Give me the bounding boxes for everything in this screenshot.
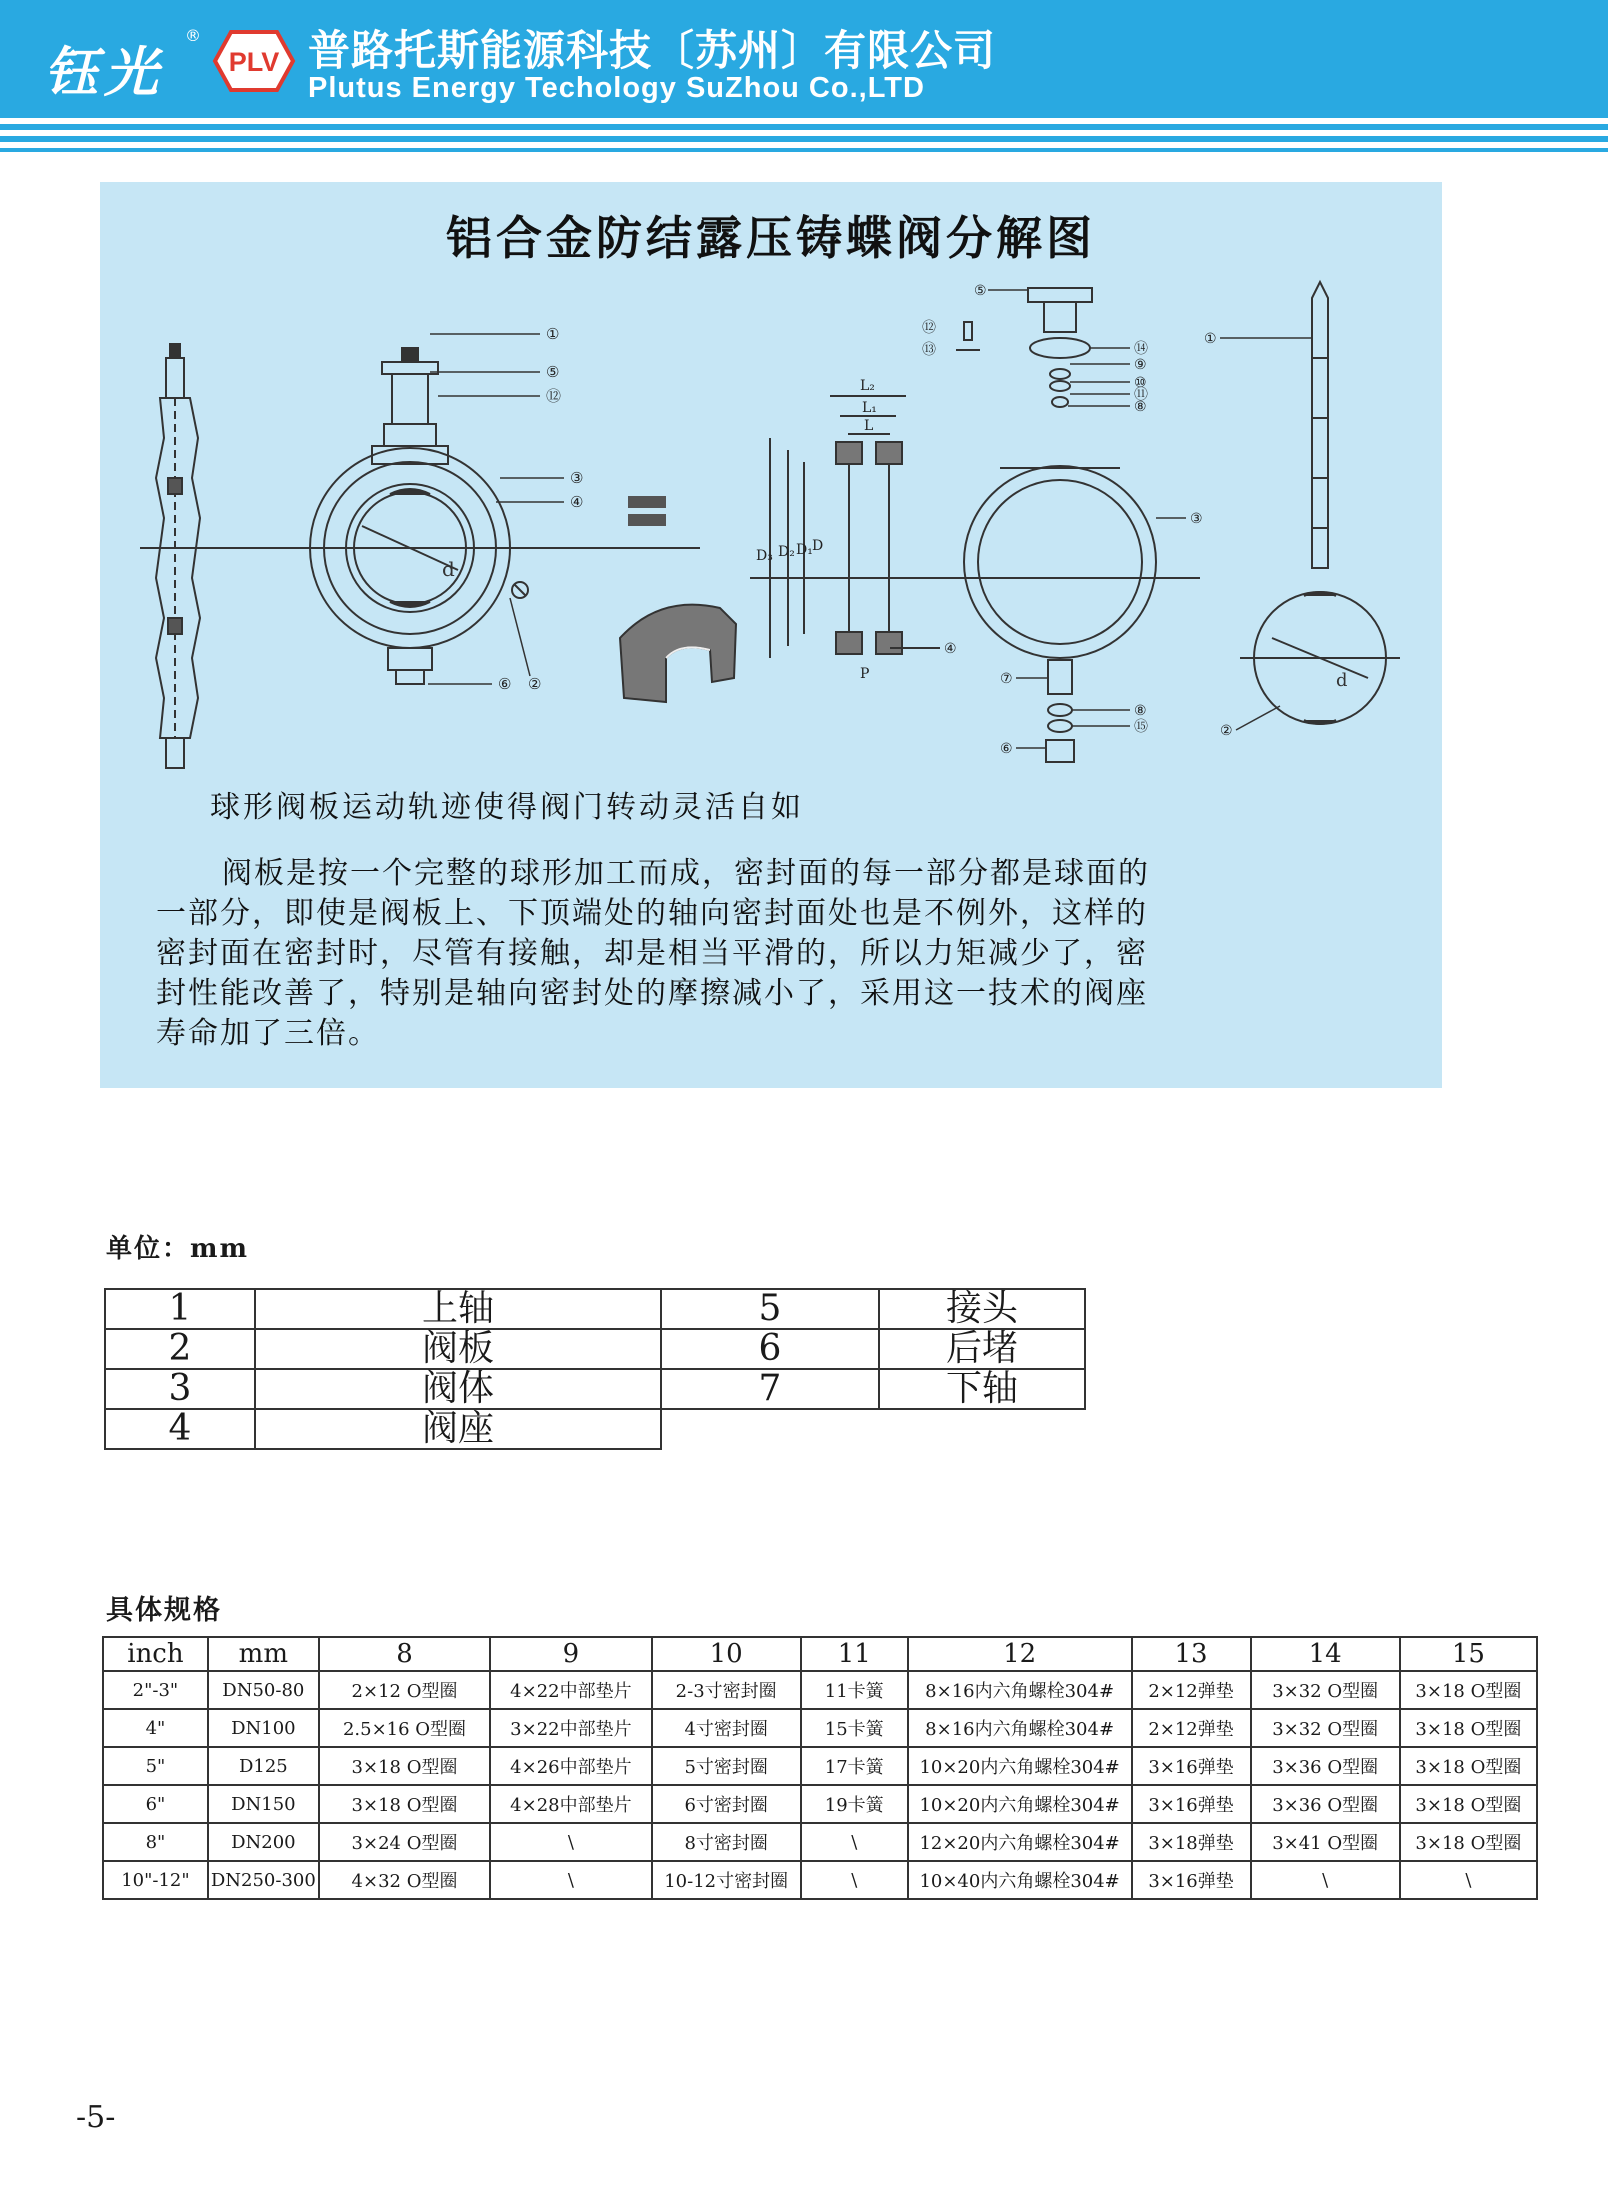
table-cell: 4寸密封圈: [652, 1709, 801, 1747]
table-cell: 10×20内六角螺栓304#: [908, 1747, 1132, 1785]
table-cell: 3×41 O型圈: [1251, 1823, 1400, 1861]
callout-1: ①: [546, 325, 560, 343]
dim-D2: D₂: [778, 544, 795, 560]
label-d-disc: d: [1336, 670, 1348, 691]
unit-label: 单位：mm: [106, 1234, 250, 1264]
table-cell: 3×32 O型圈: [1251, 1671, 1400, 1709]
table-cell: 10×20内六角螺栓304#: [908, 1785, 1132, 1823]
callout-4: ④: [570, 493, 584, 511]
seat-section-3d: [620, 496, 736, 702]
part-name: 阀体: [255, 1369, 661, 1409]
table-cell: 10×40内六角螺栓304#: [908, 1861, 1132, 1899]
callout-2b: ②: [1220, 723, 1233, 739]
exploded-view-diagram: [100, 278, 1442, 778]
column-header: 10: [652, 1637, 801, 1671]
table-cell: DN250-300: [208, 1861, 319, 1899]
table-cell: \: [1400, 1861, 1537, 1899]
parts-table: [104, 1288, 1086, 1450]
table-cell: 3×22中部垫片: [490, 1709, 651, 1747]
table-cell: 12×20内六角螺栓304#: [908, 1823, 1132, 1861]
table-cell: 3×18 O型圈: [1400, 1709, 1537, 1747]
table-cell: 3×18 O型圈: [319, 1747, 490, 1785]
table-cell: 3×36 O型圈: [1251, 1785, 1400, 1823]
table-row: [103, 1747, 1537, 1785]
table-row: [103, 1785, 1537, 1823]
dim-D: D: [812, 538, 824, 554]
company-name-en: Plutus Energy Techology SuZhou Co.,LTD: [308, 72, 925, 104]
table-cell: 2×12弹垫: [1132, 1709, 1251, 1747]
table-cell: \: [1251, 1861, 1400, 1899]
callout-11: ⑪: [1134, 387, 1148, 403]
part-name: 阀座: [255, 1409, 661, 1449]
column-header: mm: [208, 1637, 319, 1671]
table-row: [103, 1671, 1537, 1709]
callout-14: ⑭: [1134, 341, 1148, 357]
shaft-and-disc: [1240, 282, 1400, 724]
page-number: -5-: [76, 2100, 116, 2135]
table-cell: 3×16弹垫: [1132, 1747, 1251, 1785]
dim-L: L: [864, 418, 874, 434]
table-cell: 10"-12": [103, 1861, 208, 1899]
table-cell: \: [801, 1823, 908, 1861]
callout-2: ②: [528, 675, 542, 693]
table-row: [103, 1823, 1537, 1861]
part-number: 1: [105, 1289, 255, 1329]
table-cell: 5寸密封圈: [652, 1747, 801, 1785]
label-d: d: [442, 557, 455, 581]
callout-12: ⑫: [546, 387, 562, 405]
valve-front-view: [310, 348, 528, 684]
table-cell: 8×16内六角螺栓304#: [908, 1671, 1132, 1709]
spec-table: [102, 1636, 1538, 1900]
table-cell: 3×36 O型圈: [1251, 1747, 1400, 1785]
table-cell: DN200: [208, 1823, 319, 1861]
table-cell: 17卡簧: [801, 1747, 908, 1785]
exploded-view-panel: [100, 182, 1442, 1088]
registered-mark: ®: [185, 26, 201, 45]
part-number: 6: [661, 1329, 879, 1369]
description-paragraph: [156, 854, 1356, 1054]
table-cell: 19卡簧: [801, 1785, 908, 1823]
table-row: [103, 1709, 1537, 1747]
header-stripe: [0, 124, 1608, 130]
part-number: 5: [661, 1289, 879, 1329]
dim-L1: L₁: [862, 400, 877, 416]
callout-6: ⑥: [498, 675, 512, 693]
callout-8: ⑧: [1134, 399, 1147, 415]
table-row: [105, 1329, 1085, 1369]
description-line: 密封面在密封时，尽管有接触，却是相当平滑的，所以力矩减少了，密: [156, 936, 1148, 971]
table-cell: 4×26中部垫片: [490, 1747, 651, 1785]
callout-5: ⑤: [546, 363, 560, 381]
table-cell: \: [801, 1861, 908, 1899]
diagram-caption: 球形阀板运动轨迹使得阀门转动灵活自如: [210, 790, 804, 825]
spec-header-row: [103, 1637, 1537, 1671]
dim-D1: D₁: [796, 542, 813, 558]
part-name: 接头: [879, 1289, 1085, 1329]
callout-6b: ⑥: [1000, 741, 1013, 757]
table-cell: 2×12弹垫: [1132, 1671, 1251, 1709]
table-cell: 15卡簧: [801, 1709, 908, 1747]
table-row: [105, 1409, 1085, 1449]
table-cell: 3×18 O型圈: [1400, 1671, 1537, 1709]
callout-8b: ⑧: [1134, 703, 1147, 719]
table-cell: 8寸密封圈: [652, 1823, 801, 1861]
callout-10: ⑩: [1134, 375, 1147, 391]
callout-15: ⑮: [1134, 719, 1148, 735]
column-header: 12: [908, 1637, 1132, 1671]
description-line: 阀板是按一个完整的球形加工而成，密封面的每一部分都是球面的: [222, 856, 1150, 891]
column-header: 9: [490, 1637, 651, 1671]
table-cell: 3×18 O型圈: [1400, 1785, 1537, 1823]
table-row: [105, 1369, 1085, 1409]
table-cell: \: [490, 1861, 651, 1899]
part-number: 4: [105, 1409, 255, 1449]
callout-12b: ⑫: [922, 320, 936, 336]
header-banner: [0, 0, 1608, 118]
callout-4b: ④: [944, 641, 957, 657]
spec-title: 具体规格: [106, 1595, 222, 1626]
seat-profile: [756, 378, 957, 682]
description-line: 一部分，即使是阀板上、下顶端处的轴向密封面处也是不例外，这样的: [156, 896, 1148, 931]
table-cell: 2.5×16 O型圈: [319, 1709, 490, 1747]
description-line: 封性能改善了，特别是轴向密封处的摩擦减小了，采用这一技术的阀座: [156, 976, 1148, 1011]
table-cell: 3×18 O型圈: [1400, 1747, 1537, 1785]
table-row: [103, 1861, 1537, 1899]
callout-3b: ③: [1190, 511, 1203, 527]
callout-9: ⑨: [1134, 357, 1147, 373]
company-name-cn: 普路托斯能源科技〔苏州〕有限公司: [308, 26, 997, 75]
table-cell: 3×18 O型圈: [319, 1785, 490, 1823]
table-cell: 4×28中部垫片: [490, 1785, 651, 1823]
table-cell: 4×32 O型圈: [319, 1861, 490, 1899]
callout-7: ⑦: [1000, 671, 1013, 687]
table-cell: DN100: [208, 1709, 319, 1747]
table-cell: 3×16弹垫: [1132, 1861, 1251, 1899]
valve-side-profile: [156, 344, 200, 768]
table-cell: 3×24 O型圈: [319, 1823, 490, 1861]
empty-cell: [661, 1409, 1085, 1449]
part-name: 阀板: [255, 1329, 661, 1369]
dim-L2: L₂: [860, 378, 875, 394]
column-header: 13: [1132, 1637, 1251, 1671]
table-cell: 11卡簧: [801, 1671, 908, 1709]
plv-logo: [205, 26, 303, 96]
column-header: 11: [801, 1637, 908, 1671]
column-header: 15: [1400, 1637, 1537, 1671]
table-cell: 4": [103, 1709, 208, 1747]
part-number: 2: [105, 1329, 255, 1369]
table-cell: DN50-80: [208, 1671, 319, 1709]
part-name: 后堵: [879, 1329, 1085, 1369]
table-cell: 8": [103, 1823, 208, 1861]
header-stripe: [0, 148, 1608, 152]
table-cell: 3×16弹垫: [1132, 1785, 1251, 1823]
table-cell: 6": [103, 1785, 208, 1823]
table-cell: 10-12寸密封圈: [652, 1861, 801, 1899]
table-cell: D125: [208, 1747, 319, 1785]
table-cell: 4×22中部垫片: [490, 1671, 651, 1709]
table-cell: 8×16内六角螺栓304#: [908, 1709, 1132, 1747]
dim-P: P: [860, 666, 870, 682]
table-cell: \: [490, 1823, 651, 1861]
brand-name: 钰光: [44, 40, 164, 104]
table-cell: 6寸密封圈: [652, 1785, 801, 1823]
column-header: 14: [1251, 1637, 1400, 1671]
table-cell: 2-3寸密封圈: [652, 1671, 801, 1709]
callout-13: ⑬: [922, 342, 936, 358]
table-cell: 3×18 O型圈: [1400, 1823, 1537, 1861]
callout-1b: ①: [1204, 331, 1217, 347]
valve-exploded-body: [956, 288, 1156, 762]
column-header: inch: [103, 1637, 208, 1671]
plv-logo-text: PLV: [228, 47, 280, 77]
part-number: 3: [105, 1369, 255, 1409]
column-header: 8: [319, 1637, 490, 1671]
callout-5b: ⑤: [974, 283, 987, 299]
table-row: [105, 1289, 1085, 1329]
part-name: 下轴: [879, 1369, 1085, 1409]
part-number: 7: [661, 1369, 879, 1409]
table-cell: 3×32 O型圈: [1251, 1709, 1400, 1747]
table-cell: 2"-3": [103, 1671, 208, 1709]
dim-D3: D₃: [756, 548, 773, 564]
table-cell: DN150: [208, 1785, 319, 1823]
panel-title: 铝合金防结露压铸蝶阀分解图: [446, 211, 1096, 265]
table-cell: 3×18弹垫: [1132, 1823, 1251, 1861]
part-name: 上轴: [255, 1289, 661, 1329]
header-stripe: [0, 136, 1608, 142]
description-line: 寿命加了三倍。: [156, 1016, 380, 1051]
callout-3: ③: [570, 469, 584, 487]
table-cell: 2×12 O型圈: [319, 1671, 490, 1709]
table-cell: 5": [103, 1747, 208, 1785]
